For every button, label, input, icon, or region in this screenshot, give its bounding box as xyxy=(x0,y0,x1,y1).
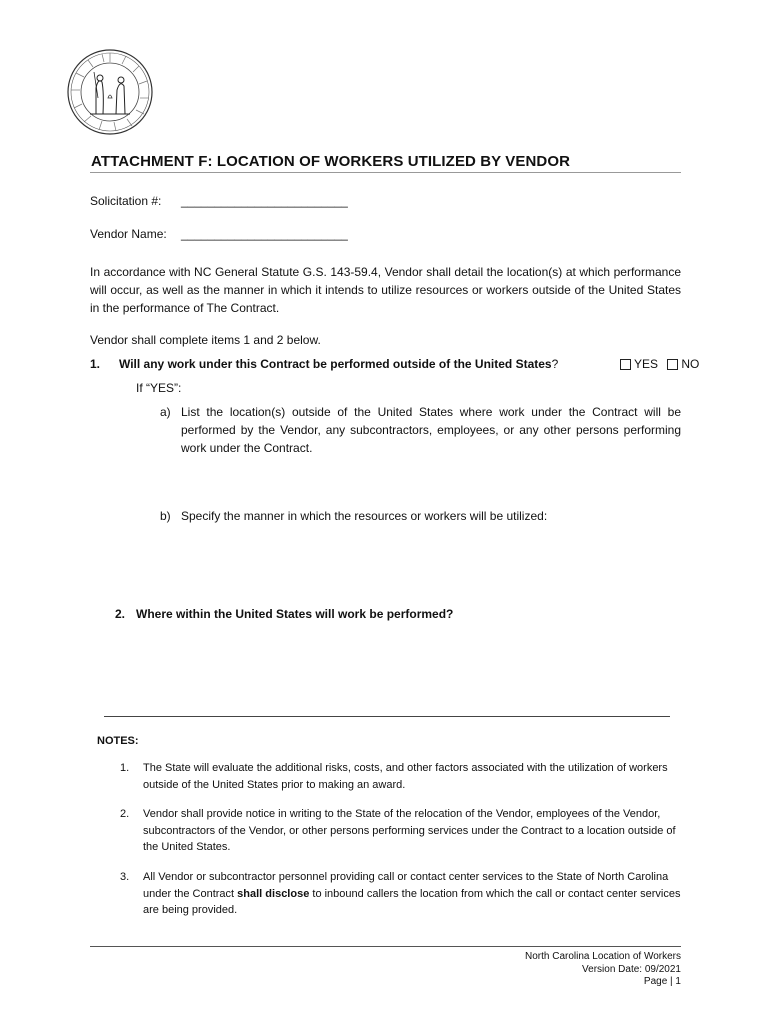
solicitation-field[interactable]: _________________________ xyxy=(181,194,348,208)
note-3-text-before: All Vendor or subcontractor personnel providing call or contact center services to the State of North Carolina under the Contract xyxy=(143,871,669,900)
q1a-text: List the location(s) outside of the United States where work under the Contract will be performed by the Vendor, any subcontractors, employees, or any other persons performing work under the Contract. xyxy=(181,405,681,455)
note-3-text-after: to inbound callers the location from which the call or contact center services are being provided. xyxy=(143,887,681,916)
note-1-number: 1. xyxy=(120,762,130,774)
intro-paragraph: In accordance with NC General Statute G.S. 143-59.4, Vendor shall detail the location(s) at which performance will occur, as well as the manner in which it intends to utilize resources or workers outside of the United States in the performance of The Contract. xyxy=(90,265,681,315)
q1-text: Will any work under this Contract be performed outside of the United States xyxy=(119,357,552,371)
if-yes-label: If “YES”: xyxy=(136,381,182,395)
solicitation-label: Solicitation #: xyxy=(90,194,162,208)
q2-number: 2. xyxy=(115,607,126,621)
q1b-label: b) xyxy=(160,509,171,523)
title-underline xyxy=(90,172,681,173)
q1b-text: Specify the manner in which the resources or workers will be utilized: xyxy=(181,509,548,523)
yes-label: YES xyxy=(634,357,659,371)
no-checkbox[interactable] xyxy=(667,359,678,370)
vendor-name-label: Vendor Name: xyxy=(90,227,167,241)
vendor-name-field[interactable]: _________________________ xyxy=(181,227,348,241)
q2-text: Where within the United States will work be performed? xyxy=(136,607,454,621)
q1-qmark: ? xyxy=(551,357,559,371)
page-title: ATTACHMENT F: LOCATION OF WORKERS UTILIZED BY VENDOR xyxy=(91,153,571,170)
footer-rule xyxy=(90,946,681,947)
note-2-number: 2. xyxy=(120,808,130,820)
footer-version: Version Date: 09/2021 xyxy=(582,963,681,975)
footer xyxy=(525,951,681,989)
footer-title: North Carolina Location of Workers xyxy=(525,951,681,962)
separator-line xyxy=(104,716,670,717)
no-label: NO xyxy=(681,357,700,371)
q1-options xyxy=(620,355,699,373)
yes-checkbox[interactable] xyxy=(620,359,631,370)
note-1-text: The State will evaluate the additional risks, costs, and other factors associated with the utilization of workers outside of the United States prior to making an award. xyxy=(143,762,668,791)
notes-heading: NOTES: xyxy=(97,735,139,747)
instruction-text: Vendor shall complete items 1 and 2 below. xyxy=(90,333,321,347)
footer-page: Page | 1 xyxy=(643,976,681,987)
note-3-text xyxy=(143,869,688,919)
state-seal-icon xyxy=(66,48,154,136)
note-2-text: Vendor shall provide notice in writing to the State of the relocation of the Vendor, employees of the Vendor, subcontractors of the Vendor, or other persons performing services under the Contract to a location outside of the United States. xyxy=(143,808,676,853)
q1-question xyxy=(119,355,558,373)
note-3-number: 3. xyxy=(120,871,130,883)
q1-number: 1. xyxy=(90,357,101,371)
q1a-label: a) xyxy=(160,405,171,419)
note-3-text-bold: shall disclose xyxy=(237,887,310,900)
